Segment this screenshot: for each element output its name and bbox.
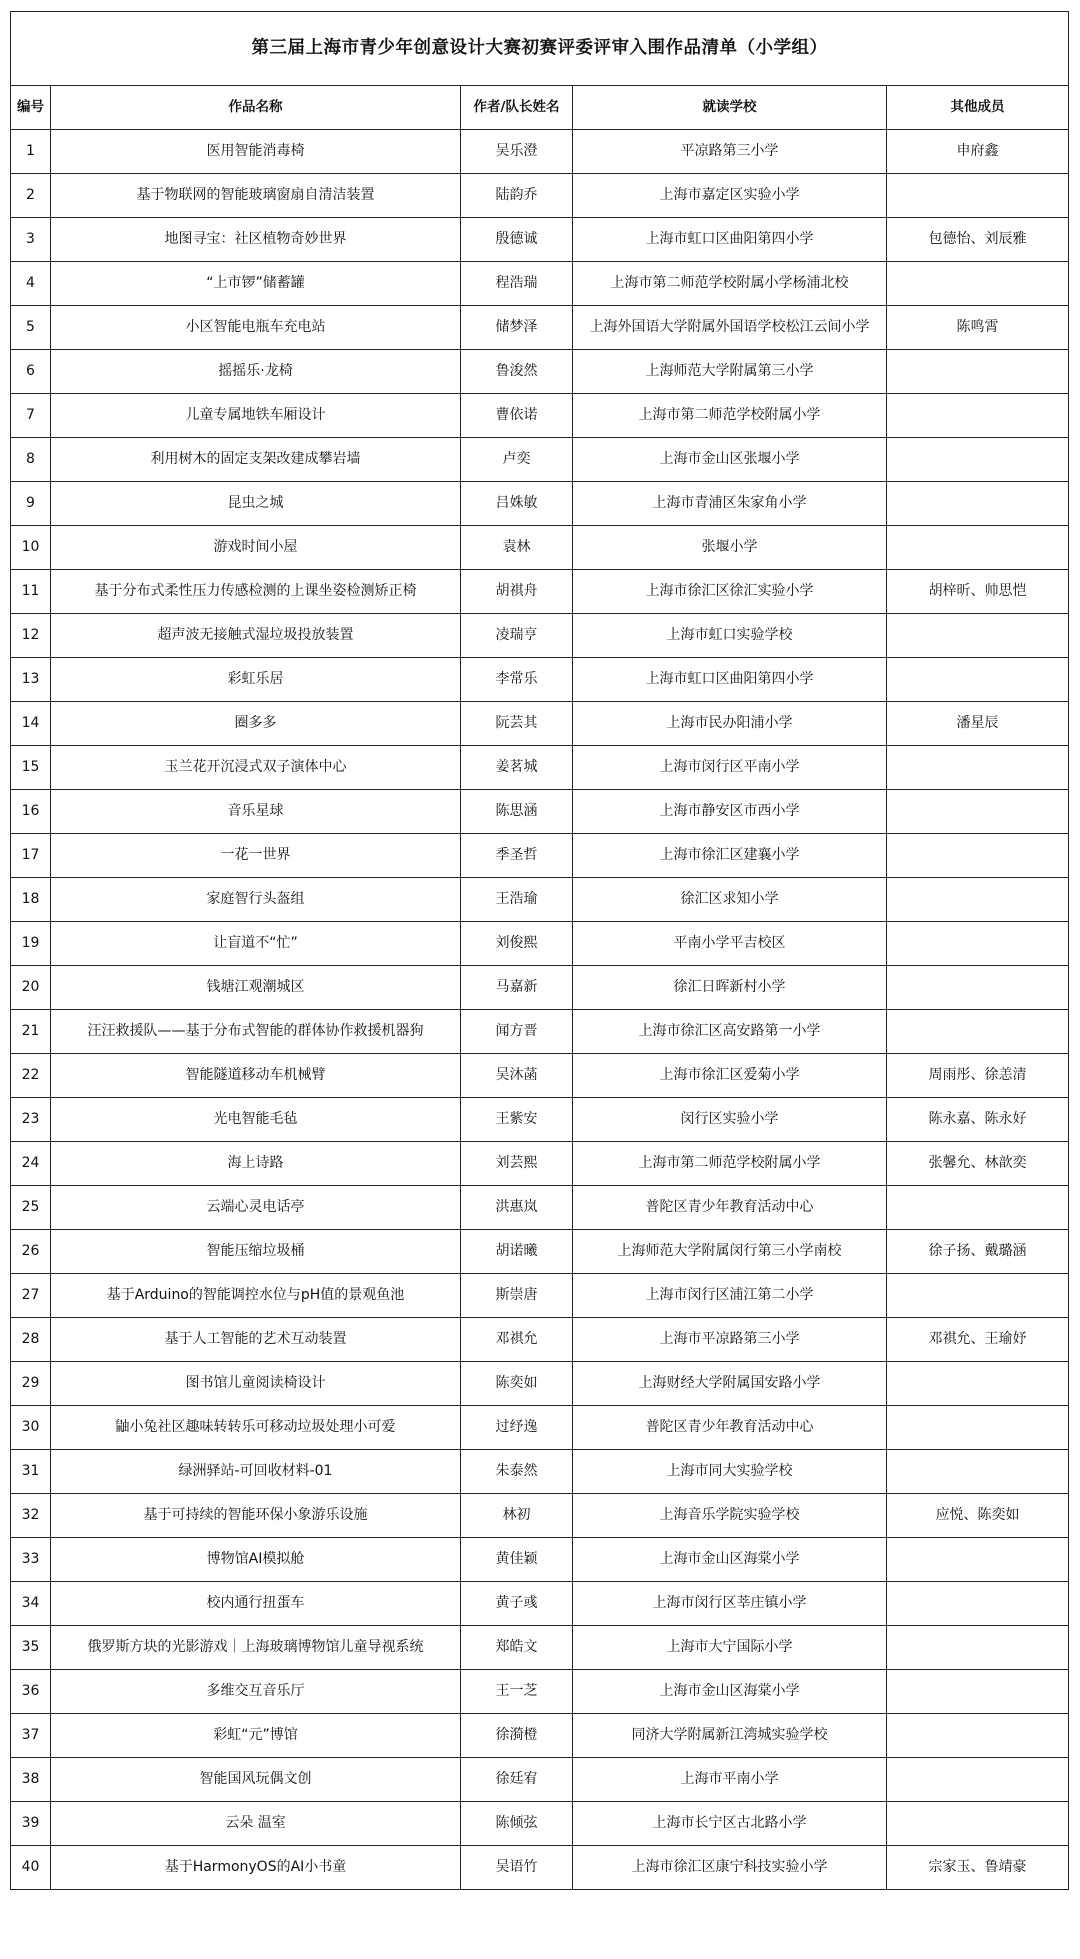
table-header-row bbox=[11, 86, 1069, 130]
cell-members: 潘星辰 bbox=[887, 702, 1069, 746]
cell-school: 上海市徐汇区爱菊小学 bbox=[573, 1054, 887, 1098]
table-row bbox=[11, 1846, 1069, 1890]
cell-members bbox=[887, 1670, 1069, 1714]
cell-members bbox=[887, 482, 1069, 526]
cell-school: 闵行区实验小学 bbox=[573, 1098, 887, 1142]
cell-work-title: 超声波无接触式湿垃圾投放装置 bbox=[51, 614, 461, 658]
cell-number: 10 bbox=[11, 526, 51, 570]
cell-leader: 陈奕如 bbox=[461, 1362, 573, 1406]
cell-number: 18 bbox=[11, 878, 51, 922]
table-row bbox=[11, 1494, 1069, 1538]
table-row bbox=[11, 1802, 1069, 1846]
cell-leader: 殷德诚 bbox=[461, 218, 573, 262]
cell-members: 陈鸣霄 bbox=[887, 306, 1069, 350]
table-row bbox=[11, 1318, 1069, 1362]
table-row bbox=[11, 1010, 1069, 1054]
cell-work-title: 基于HarmonyOS的AI小书童 bbox=[51, 1846, 461, 1890]
cell-number: 13 bbox=[11, 658, 51, 702]
cell-members bbox=[887, 1582, 1069, 1626]
cell-number: 5 bbox=[11, 306, 51, 350]
cell-school: 上海市闵行区平南小学 bbox=[573, 746, 887, 790]
table-row bbox=[11, 1450, 1069, 1494]
cell-school: 上海市第二师范学校附属小学 bbox=[573, 1142, 887, 1186]
column-header-work-title: 作品名称 bbox=[51, 86, 461, 130]
column-header-members: 其他成员 bbox=[887, 86, 1069, 130]
cell-work-title: 基于物联网的智能玻璃窗扇自清洁装置 bbox=[51, 174, 461, 218]
cell-work-title: 云朵 温室 bbox=[51, 1802, 461, 1846]
cell-leader: 胡诺曦 bbox=[461, 1230, 573, 1274]
cell-number: 40 bbox=[11, 1846, 51, 1890]
table-row bbox=[11, 1406, 1069, 1450]
cell-leader: 马嘉新 bbox=[461, 966, 573, 1010]
cell-leader: 朱泰然 bbox=[461, 1450, 573, 1494]
cell-number: 8 bbox=[11, 438, 51, 482]
table-row bbox=[11, 1186, 1069, 1230]
cell-school: 上海师范大学附属第三小学 bbox=[573, 350, 887, 394]
table-row bbox=[11, 1274, 1069, 1318]
cell-members: 周雨彤、徐恙清 bbox=[887, 1054, 1069, 1098]
cell-members bbox=[887, 394, 1069, 438]
cell-work-title: 游戏时间小屋 bbox=[51, 526, 461, 570]
cell-members bbox=[887, 1450, 1069, 1494]
cell-school: 上海师范大学附属闵行第三小学南校 bbox=[573, 1230, 887, 1274]
cell-number: 33 bbox=[11, 1538, 51, 1582]
cell-work-title: 昆虫之城 bbox=[51, 482, 461, 526]
cell-members bbox=[887, 526, 1069, 570]
cell-school: 上海市虹口区曲阳第四小学 bbox=[573, 218, 887, 262]
cell-leader: 储梦泽 bbox=[461, 306, 573, 350]
cell-leader: 袁林 bbox=[461, 526, 573, 570]
cell-leader: 胡祺舟 bbox=[461, 570, 573, 614]
table-row bbox=[11, 1626, 1069, 1670]
cell-leader: 程浩瑞 bbox=[461, 262, 573, 306]
table-row bbox=[11, 1142, 1069, 1186]
cell-school: 上海市金山区张堰小学 bbox=[573, 438, 887, 482]
cell-leader: 洪惠岚 bbox=[461, 1186, 573, 1230]
cell-school: 上海市长宁区古北路小学 bbox=[573, 1802, 887, 1846]
cell-members bbox=[887, 1714, 1069, 1758]
cell-work-title: 摇摇乐·龙椅 bbox=[51, 350, 461, 394]
cell-school: 徐汇日晖新村小学 bbox=[573, 966, 887, 1010]
cell-number: 25 bbox=[11, 1186, 51, 1230]
table-row bbox=[11, 702, 1069, 746]
cell-leader: 陈倾弦 bbox=[461, 1802, 573, 1846]
cell-work-title: 医用智能消毒椅 bbox=[51, 130, 461, 174]
cell-school: 上海音乐学院实验学校 bbox=[573, 1494, 887, 1538]
cell-members: 包德怡、刘辰雅 bbox=[887, 218, 1069, 262]
cell-number: 39 bbox=[11, 1802, 51, 1846]
table-row bbox=[11, 1054, 1069, 1098]
cell-members bbox=[887, 262, 1069, 306]
cell-leader: 王紫安 bbox=[461, 1098, 573, 1142]
column-header-leader: 作者/队长姓名 bbox=[461, 86, 573, 130]
table-row bbox=[11, 174, 1069, 218]
cell-school: 普陀区青少年教育活动中心 bbox=[573, 1406, 887, 1450]
table-row bbox=[11, 130, 1069, 174]
cell-work-title: 绿洲驿站-可回收材料-01 bbox=[51, 1450, 461, 1494]
cell-number: 19 bbox=[11, 922, 51, 966]
cell-leader: 徐漪橙 bbox=[461, 1714, 573, 1758]
cell-number: 29 bbox=[11, 1362, 51, 1406]
table-row bbox=[11, 482, 1069, 526]
cell-work-title: 儿童专属地铁车厢设计 bbox=[51, 394, 461, 438]
cell-members bbox=[887, 1538, 1069, 1582]
cell-work-title: 彩虹“元”博馆 bbox=[51, 1714, 461, 1758]
cell-members bbox=[887, 834, 1069, 878]
cell-number: 35 bbox=[11, 1626, 51, 1670]
cell-school: 上海市金山区海棠小学 bbox=[573, 1670, 887, 1714]
cell-leader: 阮芸其 bbox=[461, 702, 573, 746]
cell-school: 上海市第二师范学校附属小学杨浦北校 bbox=[573, 262, 887, 306]
cell-work-title: 利用树木的固定支架改建成攀岩墙 bbox=[51, 438, 461, 482]
cell-leader: 吕姝敏 bbox=[461, 482, 573, 526]
cell-members bbox=[887, 922, 1069, 966]
cell-number: 17 bbox=[11, 834, 51, 878]
cell-leader: 姜茗城 bbox=[461, 746, 573, 790]
cell-number: 26 bbox=[11, 1230, 51, 1274]
cell-leader: 吴沐菡 bbox=[461, 1054, 573, 1098]
cell-work-title: 基于人工智能的艺术互动装置 bbox=[51, 1318, 461, 1362]
cell-number: 16 bbox=[11, 790, 51, 834]
cell-work-title: 图书馆儿童阅读椅设计 bbox=[51, 1362, 461, 1406]
cell-leader: 王浩瑜 bbox=[461, 878, 573, 922]
cell-members bbox=[887, 1274, 1069, 1318]
cell-members bbox=[887, 878, 1069, 922]
cell-leader: 鲁浚然 bbox=[461, 350, 573, 394]
cell-work-title: 玉兰花开沉浸式双子演体中心 bbox=[51, 746, 461, 790]
cell-school: 张堰小学 bbox=[573, 526, 887, 570]
cell-number: 28 bbox=[11, 1318, 51, 1362]
cell-members bbox=[887, 1362, 1069, 1406]
cell-school: 上海市徐汇区高安路第一小学 bbox=[573, 1010, 887, 1054]
table-row bbox=[11, 1714, 1069, 1758]
cell-work-title: 多维交互音乐厅 bbox=[51, 1670, 461, 1714]
cell-school: 上海市平凉路第三小学 bbox=[573, 1318, 887, 1362]
title-row bbox=[11, 12, 1069, 86]
cell-school: 上海外国语大学附属外国语学校松江云间小学 bbox=[573, 306, 887, 350]
cell-leader: 林初 bbox=[461, 1494, 573, 1538]
cell-number: 22 bbox=[11, 1054, 51, 1098]
column-header-number: 编号 bbox=[11, 86, 51, 130]
cell-work-title: 音乐星球 bbox=[51, 790, 461, 834]
cell-school: 上海市平南小学 bbox=[573, 1758, 887, 1802]
cell-school: 上海市徐汇区徐汇实验小学 bbox=[573, 570, 887, 614]
cell-number: 23 bbox=[11, 1098, 51, 1142]
table-row bbox=[11, 1362, 1069, 1406]
cell-work-title: 小区智能电瓶车充电站 bbox=[51, 306, 461, 350]
cell-school: 上海财经大学附属国安路小学 bbox=[573, 1362, 887, 1406]
cell-members bbox=[887, 1802, 1069, 1846]
cell-work-title: 钱塘江观潮城区 bbox=[51, 966, 461, 1010]
cell-members bbox=[887, 790, 1069, 834]
cell-work-title: 彩虹乐居 bbox=[51, 658, 461, 702]
cell-number: 31 bbox=[11, 1450, 51, 1494]
cell-school: 平南小学平吉校区 bbox=[573, 922, 887, 966]
cell-members bbox=[887, 966, 1069, 1010]
cell-leader: 吴乐澄 bbox=[461, 130, 573, 174]
table-row bbox=[11, 834, 1069, 878]
table-row bbox=[11, 658, 1069, 702]
cell-members: 应悦、陈奕如 bbox=[887, 1494, 1069, 1538]
cell-number: 24 bbox=[11, 1142, 51, 1186]
table-row bbox=[11, 746, 1069, 790]
cell-work-title: 基于Arduino的智能调控水位与pH值的景观鱼池 bbox=[51, 1274, 461, 1318]
cell-work-title: 圈多多 bbox=[51, 702, 461, 746]
cell-members bbox=[887, 1010, 1069, 1054]
document-title: 第三届上海市青少年创意设计大赛初赛评委评审入围作品清单（小学组） bbox=[11, 12, 1069, 86]
cell-members bbox=[887, 1406, 1069, 1450]
cell-number: 36 bbox=[11, 1670, 51, 1714]
cell-school: 上海市静安区市西小学 bbox=[573, 790, 887, 834]
cell-number: 2 bbox=[11, 174, 51, 218]
cell-school: 上海市金山区海棠小学 bbox=[573, 1538, 887, 1582]
cell-number: 12 bbox=[11, 614, 51, 658]
cell-members: 邓祺允、王瑜妤 bbox=[887, 1318, 1069, 1362]
cell-work-title: 海上诗路 bbox=[51, 1142, 461, 1186]
cell-school: 上海市同大实验学校 bbox=[573, 1450, 887, 1494]
cell-work-title: 家庭智行头盔组 bbox=[51, 878, 461, 922]
cell-school: 同济大学附属新江湾城实验学校 bbox=[573, 1714, 887, 1758]
cell-leader: 季圣哲 bbox=[461, 834, 573, 878]
cell-members: 申府鑫 bbox=[887, 130, 1069, 174]
cell-leader: 郑皓文 bbox=[461, 1626, 573, 1670]
table-row bbox=[11, 1098, 1069, 1142]
cell-number: 11 bbox=[11, 570, 51, 614]
cell-school: 上海市民办阳浦小学 bbox=[573, 702, 887, 746]
cell-number: 34 bbox=[11, 1582, 51, 1626]
cell-school: 上海市虹口区曲阳第四小学 bbox=[573, 658, 887, 702]
cell-number: 9 bbox=[11, 482, 51, 526]
cell-leader: 徐廷宥 bbox=[461, 1758, 573, 1802]
cell-members: 宗家玉、鲁靖豪 bbox=[887, 1846, 1069, 1890]
cell-leader: 刘俊熙 bbox=[461, 922, 573, 966]
cell-number: 38 bbox=[11, 1758, 51, 1802]
cell-work-title: 地图寻宝：社区植物奇妙世界 bbox=[51, 218, 461, 262]
table-row bbox=[11, 438, 1069, 482]
table-row bbox=[11, 570, 1069, 614]
shortlist-table bbox=[10, 11, 1069, 1890]
cell-number: 15 bbox=[11, 746, 51, 790]
cell-number: 6 bbox=[11, 350, 51, 394]
cell-leader: 黄子彧 bbox=[461, 1582, 573, 1626]
table-row bbox=[11, 526, 1069, 570]
cell-work-title: 汪汪救援队——基于分布式智能的群体协作救援机器狗 bbox=[51, 1010, 461, 1054]
cell-school: 普陀区青少年教育活动中心 bbox=[573, 1186, 887, 1230]
table-row bbox=[11, 614, 1069, 658]
cell-work-title: 鼬小兔社区趣味转转乐可移动垃圾处理小可爱 bbox=[51, 1406, 461, 1450]
table-row bbox=[11, 1758, 1069, 1802]
table-row bbox=[11, 922, 1069, 966]
cell-number: 7 bbox=[11, 394, 51, 438]
column-header-school: 就读学校 bbox=[573, 86, 887, 130]
cell-number: 37 bbox=[11, 1714, 51, 1758]
cell-leader: 曹依诺 bbox=[461, 394, 573, 438]
cell-number: 3 bbox=[11, 218, 51, 262]
cell-school: 上海市徐汇区建襄小学 bbox=[573, 834, 887, 878]
cell-work-title: 一花一世界 bbox=[51, 834, 461, 878]
cell-members: 张馨允、林歆奕 bbox=[887, 1142, 1069, 1186]
table-row bbox=[11, 966, 1069, 1010]
table-row bbox=[11, 306, 1069, 350]
cell-school: 上海市虹口实验学校 bbox=[573, 614, 887, 658]
cell-school: 上海市大宁国际小学 bbox=[573, 1626, 887, 1670]
cell-school: 上海市嘉定区实验小学 bbox=[573, 174, 887, 218]
cell-work-title: “上市锣”储蓄罐 bbox=[51, 262, 461, 306]
cell-members bbox=[887, 174, 1069, 218]
cell-work-title: 光电智能毛毡 bbox=[51, 1098, 461, 1142]
cell-work-title: 智能压缩垃圾桶 bbox=[51, 1230, 461, 1274]
cell-members bbox=[887, 1758, 1069, 1802]
table-row bbox=[11, 394, 1069, 438]
cell-members: 胡梓昕、帅思恺 bbox=[887, 570, 1069, 614]
table-row bbox=[11, 878, 1069, 922]
table-row bbox=[11, 262, 1069, 306]
table-row bbox=[11, 1230, 1069, 1274]
cell-members: 陈永嘉、陈永好 bbox=[887, 1098, 1069, 1142]
cell-leader: 斯崇唐 bbox=[461, 1274, 573, 1318]
cell-number: 30 bbox=[11, 1406, 51, 1450]
cell-leader: 黄佳颖 bbox=[461, 1538, 573, 1582]
cell-members bbox=[887, 614, 1069, 658]
cell-leader: 邓祺允 bbox=[461, 1318, 573, 1362]
table-body bbox=[11, 130, 1069, 1890]
cell-leader: 陆韵乔 bbox=[461, 174, 573, 218]
cell-leader: 凌瑞亨 bbox=[461, 614, 573, 658]
cell-school: 上海市闵行区浦江第二小学 bbox=[573, 1274, 887, 1318]
cell-school: 上海市徐汇区康宁科技实验小学 bbox=[573, 1846, 887, 1890]
cell-number: 21 bbox=[11, 1010, 51, 1054]
cell-school: 上海市闵行区莘庄镇小学 bbox=[573, 1582, 887, 1626]
cell-leader: 陈思涵 bbox=[461, 790, 573, 834]
cell-members: 徐子扬、戴璐涵 bbox=[887, 1230, 1069, 1274]
cell-leader: 王一芝 bbox=[461, 1670, 573, 1714]
cell-work-title: 基于可持续的智能环保小象游乐设施 bbox=[51, 1494, 461, 1538]
cell-school: 平凉路第三小学 bbox=[573, 130, 887, 174]
cell-leader: 吴语竹 bbox=[461, 1846, 573, 1890]
cell-leader: 刘芸熙 bbox=[461, 1142, 573, 1186]
cell-number: 1 bbox=[11, 130, 51, 174]
cell-work-title: 让盲道不“忙” bbox=[51, 922, 461, 966]
cell-leader: 卢奕 bbox=[461, 438, 573, 482]
cell-work-title: 智能国风玩偶文创 bbox=[51, 1758, 461, 1802]
cell-leader: 李常乐 bbox=[461, 658, 573, 702]
cell-number: 27 bbox=[11, 1274, 51, 1318]
cell-members bbox=[887, 438, 1069, 482]
cell-members bbox=[887, 350, 1069, 394]
cell-number: 20 bbox=[11, 966, 51, 1010]
cell-members bbox=[887, 746, 1069, 790]
table-row bbox=[11, 1670, 1069, 1714]
cell-leader: 过纾逸 bbox=[461, 1406, 573, 1450]
cell-members bbox=[887, 1626, 1069, 1670]
document-sheet bbox=[10, 11, 1068, 1890]
cell-work-title: 智能隧道移动车机械臂 bbox=[51, 1054, 461, 1098]
cell-work-title: 云端心灵电话亭 bbox=[51, 1186, 461, 1230]
cell-leader: 闻方晋 bbox=[461, 1010, 573, 1054]
cell-school: 上海市青浦区朱家角小学 bbox=[573, 482, 887, 526]
cell-number: 4 bbox=[11, 262, 51, 306]
cell-school: 徐汇区求知小学 bbox=[573, 878, 887, 922]
cell-school: 上海市第二师范学校附属小学 bbox=[573, 394, 887, 438]
table-row bbox=[11, 1538, 1069, 1582]
cell-members bbox=[887, 1186, 1069, 1230]
cell-work-title: 校内通行扭蛋车 bbox=[51, 1582, 461, 1626]
table-row bbox=[11, 218, 1069, 262]
cell-members bbox=[887, 658, 1069, 702]
table-row bbox=[11, 350, 1069, 394]
table-row bbox=[11, 1582, 1069, 1626]
cell-work-title: 俄罗斯方块的光影游戏｜上海玻璃博物馆儿童导视系统 bbox=[51, 1626, 461, 1670]
cell-number: 14 bbox=[11, 702, 51, 746]
cell-work-title: 博物馆AI模拟舱 bbox=[51, 1538, 461, 1582]
table-row bbox=[11, 790, 1069, 834]
cell-number: 32 bbox=[11, 1494, 51, 1538]
cell-work-title: 基于分布式柔性压力传感检测的上课坐姿检测矫正椅 bbox=[51, 570, 461, 614]
